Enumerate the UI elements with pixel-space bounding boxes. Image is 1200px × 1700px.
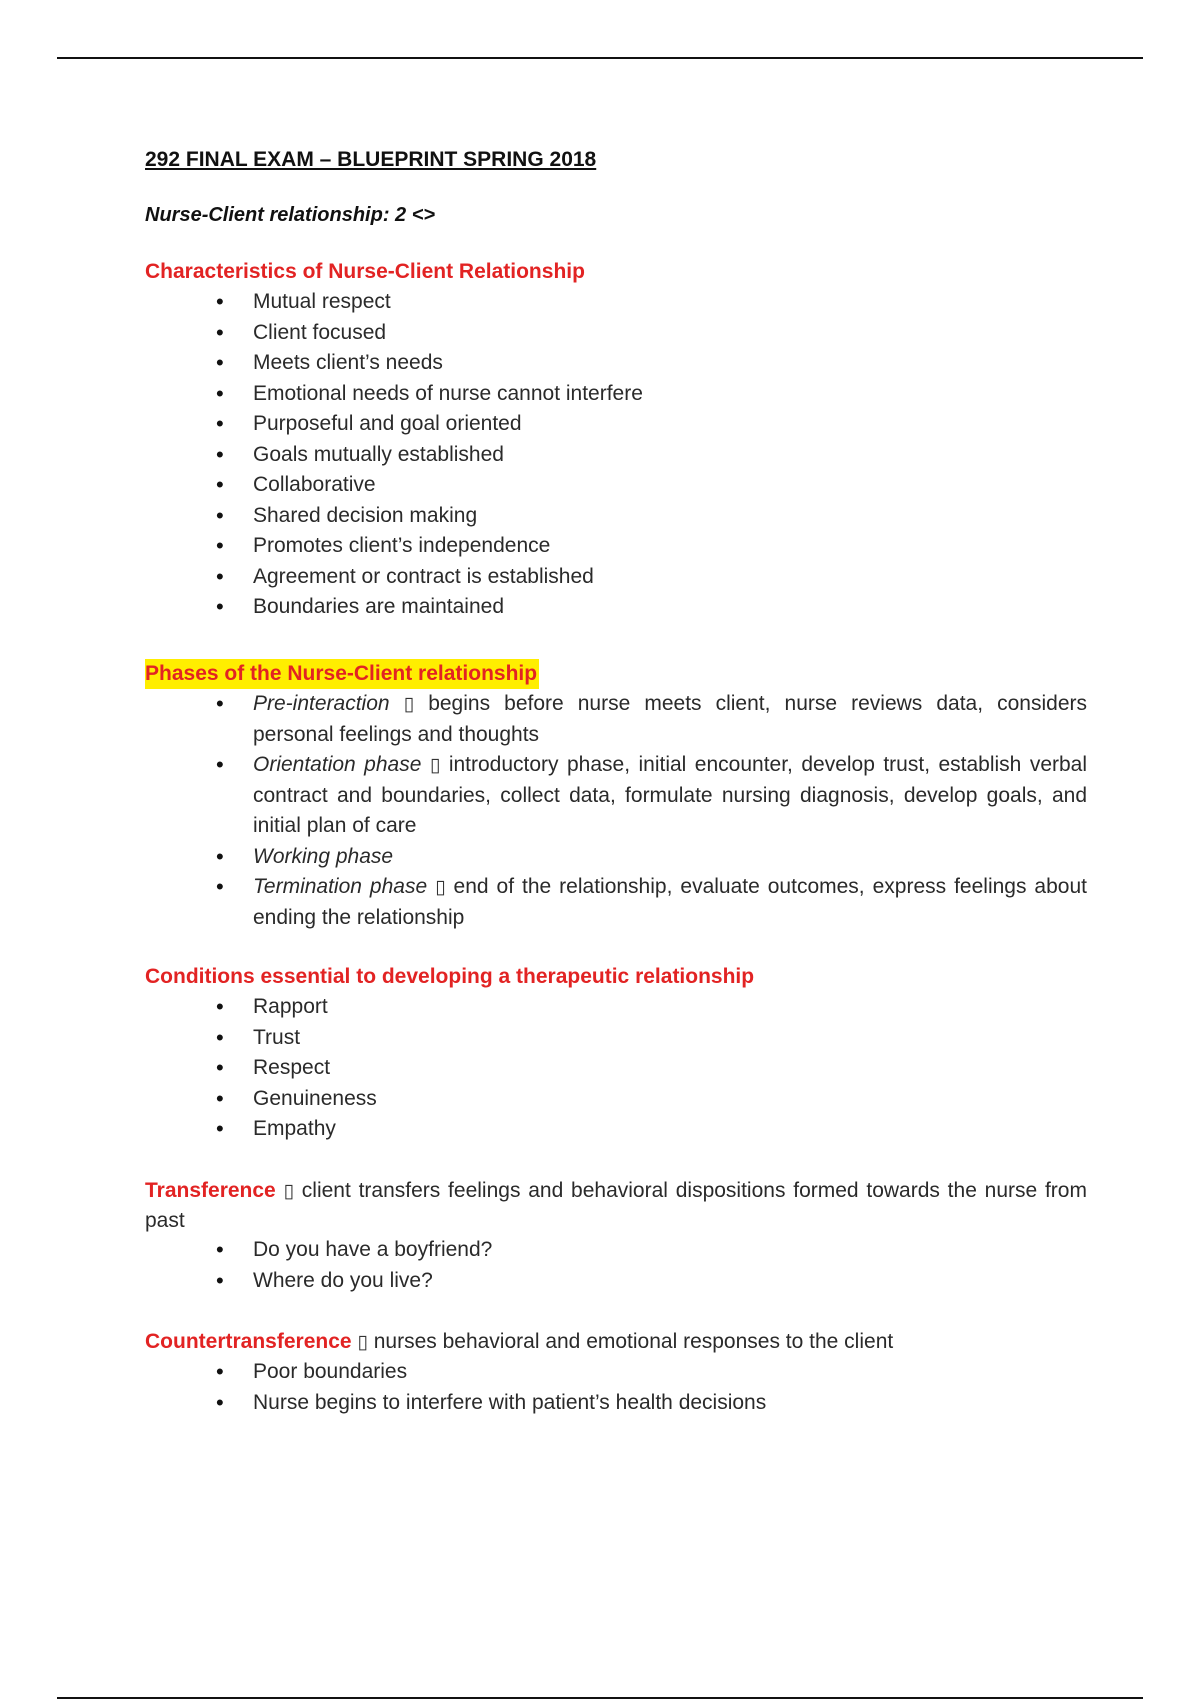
list-item: • Emotional needs of nurse cannot interfere [253, 379, 1087, 410]
list-item: • Boundaries are maintained [253, 592, 1087, 623]
phase-description: begins before nurse meets client, nurse reviews data, considers personal feelings and thoughts [253, 692, 1087, 746]
list-item: • Mutual respect [253, 287, 1087, 318]
arrow-icon: ▯ [403, 693, 415, 715]
conditions-section [145, 962, 1087, 1145]
document-title: 292 FINAL EXAM – BLUEPRINT SPRING 2018 [145, 148, 597, 171]
list-item: • Genuineness [253, 1084, 1087, 1115]
transference-heading: Transference [145, 1179, 276, 1202]
characteristics-section [145, 257, 1087, 623]
list-item: • Poor boundaries [253, 1357, 1087, 1388]
transference-paragraph [145, 1176, 1087, 1235]
transference-text: client transfers feelings and behavioral dispositions formed towards the nurse from past [145, 1179, 1087, 1232]
phase-term: Pre-interaction [253, 692, 390, 715]
phase-description: end of the relationship, evaluate outcomes, express feelings about ending the relationship [253, 875, 1087, 929]
countertransference-section [145, 1327, 1087, 1418]
list-item: • Rapport [253, 992, 1087, 1023]
arrow-icon: ▯ [357, 1331, 368, 1353]
list-item: • Trust [253, 1023, 1087, 1054]
phases-list [145, 689, 1087, 933]
list-item: • Meets client’s needs [253, 348, 1087, 379]
arrow-icon: ▯ [283, 1180, 294, 1202]
list-item: • Nurse begins to interfere with patient’s health decisions [253, 1388, 1087, 1419]
characteristics-heading: Characteristics of Nurse-Client Relationship [145, 260, 585, 283]
list-item: • Shared decision making [253, 501, 1087, 532]
countertransference-list [145, 1357, 1087, 1418]
countertransference-heading: Countertransference [145, 1330, 352, 1353]
transference-list [145, 1235, 1087, 1296]
phase-description: introductory phase, initial encounter, develop trust, establish verbal contract and boundaries, collect data, formulate nursing diagnosis, develop goals, and initial plan of care [253, 753, 1088, 837]
characteristics-list [145, 287, 1087, 623]
list-item: • Agreement or contract is established [253, 562, 1087, 593]
list-item: • Empathy [253, 1114, 1087, 1145]
arrow-icon: ▯ [435, 876, 446, 898]
header-rule [57, 57, 1143, 59]
phase-term: Termination phase [253, 875, 428, 898]
conditions-list [145, 992, 1087, 1145]
conditions-heading: Conditions essential to developing a therapeutic relationship [145, 965, 755, 988]
phases-section [145, 659, 1087, 933]
document-subtitle: Nurse-Client relationship: 2 <> [145, 204, 436, 226]
footer-rule [57, 1697, 1143, 1699]
list-item: • Do you have a boyfriend? [253, 1235, 1087, 1266]
phases-heading: Phases of the Nurse-Client relationship [145, 659, 539, 689]
list-item: • Respect [253, 1053, 1087, 1084]
list-item: • Collaborative [253, 470, 1087, 501]
list-item: • Purposeful and goal oriented [253, 409, 1087, 440]
phase-term: Working phase [253, 844, 394, 868]
list-item: • Where do you live? [253, 1266, 1087, 1297]
list-item [253, 842, 1087, 873]
list-item: • Promotes client’s independence [253, 531, 1087, 562]
arrow-icon: ▯ [429, 754, 441, 776]
list-item: • Goals mutually established [253, 440, 1087, 471]
list-item [253, 689, 1087, 750]
countertransference-paragraph [145, 1327, 1087, 1357]
phase-term: Orientation phase [253, 753, 422, 776]
countertransference-text: nurses behavioral and emotional responses to the client [373, 1330, 894, 1353]
list-item [253, 872, 1087, 933]
transference-section [145, 1176, 1087, 1296]
list-item [253, 750, 1087, 842]
list-item: • Client focused [253, 318, 1087, 349]
